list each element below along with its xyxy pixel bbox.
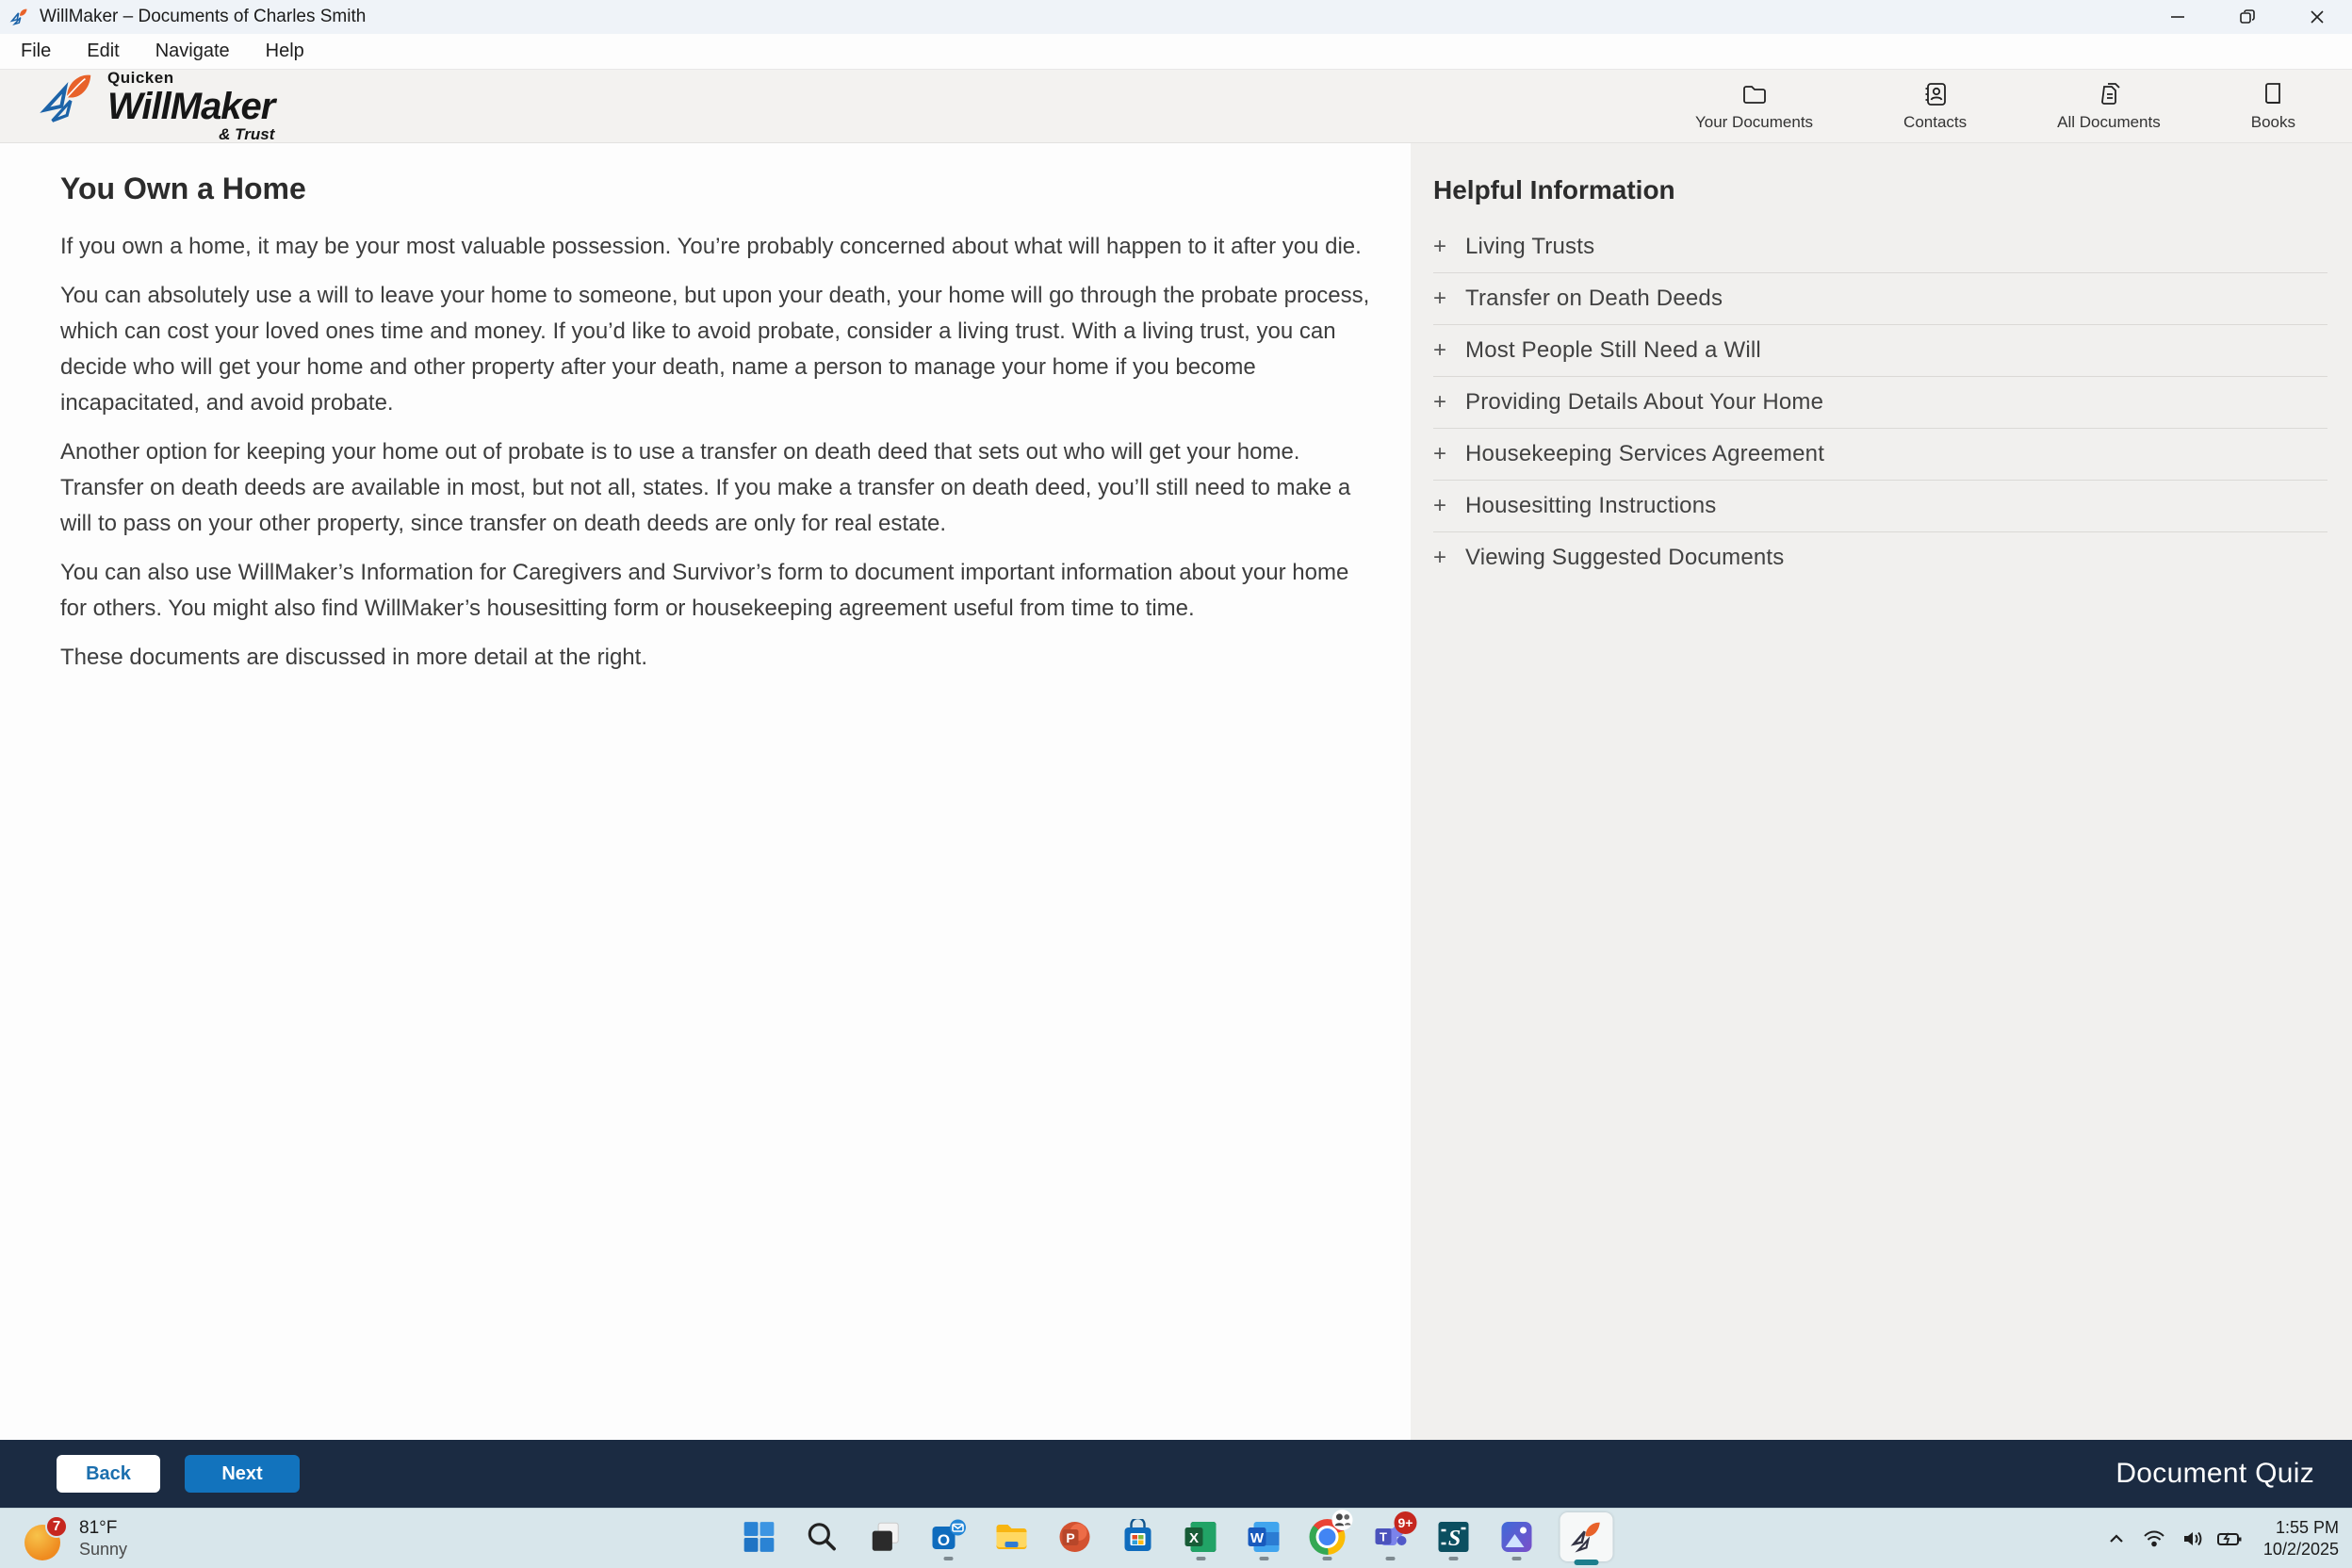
logo-suffix: & Trust [219,125,275,143]
task-view-button[interactable] [866,1515,906,1559]
accordion-item[interactable] [1433,376,2328,428]
paragraph: Another option for keeping your home out of probate is to use a transfer on death deed that sets out who will get your home. Transfer on death deeds are available in most, but not all, states. If you make a transfer on death deed, you’ll still need to make a will to pass on your other property, since transfer on death deeds are only for real estate. [60,439,1351,536]
taskbar-apps [740,1512,1613,1561]
hidden-icons-chevron[interactable] [2099,1520,2133,1558]
taskbar-outlook[interactable] [929,1515,969,1559]
next-button[interactable]: Next [185,1455,300,1493]
paragraph: These documents are discussed in more detail at the right. [60,645,647,670]
expand-plus-icon: + [1433,493,1447,518]
nav-label: Your Documents [1694,112,1814,131]
photos-icon [1499,1519,1535,1555]
paragraph: You can absolutely use a will to leave your home to someone, but upon your death, your home will go through the probate process, which can cost your loved ones time and money. If you’d like to avoid probate, consider a living trust. With a living trust, you can decide who will get your home and other property after your death, name a person to manage your home if you become incapacitated, and avoid probate. [60,283,1370,416]
nav-your-documents[interactable] [1695,81,1813,132]
nav-label: Books [2250,112,2295,131]
accordion-item[interactable] [1433,272,2328,324]
clock[interactable] [2263,1517,2339,1560]
paragraph: You can also use WillMaker’s Information for Caregivers and Survivor’s form to document important information about your home for others. You might also find WillMaker’s housesitting form or housekeeping agreement useful from time to time. [60,560,1349,621]
nav-contacts[interactable] [1903,81,1967,132]
accordion-label: Living Trusts [1465,233,1595,259]
menu-item[interactable]: File [21,41,52,61]
nav-all-documents[interactable] [2057,81,2161,132]
taskbar-chrome[interactable] [1308,1515,1348,1559]
willmaker-app-icon [9,7,30,27]
title-bar [0,0,2352,34]
accordion-label: Viewing Suggested Documents [1465,545,1785,570]
nav-label: Contacts [1903,112,1968,131]
logo-brand: Quicken [107,69,174,87]
svg-text:P: P [1066,1530,1075,1545]
tray-time: 1:55 PM [2275,1517,2339,1537]
taskbar-microsoft-store[interactable] [1119,1515,1158,1559]
contacts-icon [1922,81,1949,107]
header-nav [1695,81,2295,132]
document-quiz-label: Document Quiz [2115,1458,2314,1489]
expand-plus-icon: + [1433,389,1447,415]
accordion-label: Transfer on Death Deeds [1465,286,1723,311]
svg-text:T: T [1380,1529,1387,1544]
accordion-list [1433,220,2328,583]
back-button[interactable]: Back [57,1455,160,1493]
accordion-item[interactable] [1433,324,2328,376]
helpful-information-panel [1411,143,2352,1440]
app-header [0,70,2352,143]
willmaker-taskbar-icon [1569,1519,1605,1555]
taskbar-teams[interactable] [1371,1515,1411,1559]
snagit-icon [1436,1519,1472,1555]
chrome-profile-badge [1332,1510,1353,1530]
microsoft-store-icon [1120,1519,1156,1555]
svg-text:O: O [937,1531,951,1549]
article-body [60,229,1373,676]
expand-plus-icon: + [1433,286,1447,311]
tray-date: 10/2/2025 [2262,1539,2339,1559]
content-area [0,143,2352,1440]
minimize-button[interactable] [2143,0,2213,34]
book-icon [2260,81,2286,107]
expand-plus-icon: + [1433,545,1447,570]
expand-plus-icon: + [1433,337,1447,363]
willmaker-logo [38,70,274,142]
folder-icon [1741,81,1768,107]
accordion-label: Housesitting Instructions [1465,493,1717,518]
svg-text:X: X [1188,1530,1200,1546]
search-button[interactable] [803,1515,842,1559]
notification-badge: 7 [45,1515,68,1538]
taskbar-powerpoint[interactable] [1055,1515,1095,1559]
powerpoint-icon [1057,1519,1093,1555]
system-tray [2099,1509,2339,1568]
windows-taskbar [0,1508,2352,1568]
sidebar-title: Helpful Information [1433,175,1675,204]
taskbar-willmaker-active[interactable] [1560,1512,1613,1561]
accordion-label: Housekeeping Services Agreement [1465,441,1825,466]
feather-logo-icon [38,70,100,128]
outlook-icon [931,1519,967,1555]
accordion-item[interactable] [1433,531,2328,583]
page-title: You Own a Home [60,172,306,205]
accordion-label: Most People Still Need a Will [1465,337,1761,363]
battery-icon[interactable] [2213,1520,2246,1558]
menu-bar [0,34,2352,70]
close-button[interactable] [2282,0,2352,34]
volume-icon[interactable] [2175,1520,2209,1558]
accordion-item[interactable] [1433,220,2328,272]
window-title: WillMaker – Documents of Charles Smith [40,7,367,26]
nav-label: All Documents [2057,112,2161,131]
taskbar-excel[interactable] [1182,1515,1221,1559]
article-panel [0,143,1411,1440]
accordion-item[interactable] [1433,480,2328,531]
menu-item[interactable]: Edit [87,41,120,61]
wifi-icon[interactable] [2137,1520,2171,1558]
expand-plus-icon: + [1433,441,1447,466]
task-view-icon [868,1519,904,1555]
taskbar-snagit[interactable] [1434,1515,1474,1559]
excel-icon [1184,1519,1219,1555]
logo-name: WillMaker [107,86,275,127]
restore-button[interactable] [2213,0,2282,34]
accordion-item[interactable] [1433,428,2328,480]
start-button[interactable] [740,1515,779,1559]
accordion-label: Providing Details About Your Home [1465,389,1824,415]
svg-text:S: S [1447,1527,1462,1551]
svg-text:W: W [1250,1530,1265,1546]
sun-icon [24,1517,68,1560]
taskbar-word[interactable] [1245,1515,1284,1559]
paragraph: If you own a home, it may be your most valuable possession. You’re probably concerned about what will happen to it after you die. [60,234,1362,259]
menu-item[interactable]: Help [265,41,304,61]
nav-books[interactable] [2251,81,2295,132]
footer-nav-bar [0,1440,2352,1508]
taskbar-file-explorer[interactable] [992,1515,1032,1559]
temperature: 81°F [79,1517,118,1538]
word-icon [1247,1519,1282,1555]
file-explorer-icon [994,1519,1030,1555]
weather-condition: Sunny [79,1539,128,1559]
expand-plus-icon: + [1433,233,1447,259]
taskbar-photos[interactable] [1497,1515,1537,1559]
menu-item[interactable]: Navigate [155,41,230,61]
documents-icon [2096,81,2122,107]
search-icon [805,1519,841,1555]
teams-notification-badge: 9+ [1395,1511,1417,1534]
weather-widget[interactable] [24,1517,127,1560]
windows-start-icon [742,1519,777,1555]
